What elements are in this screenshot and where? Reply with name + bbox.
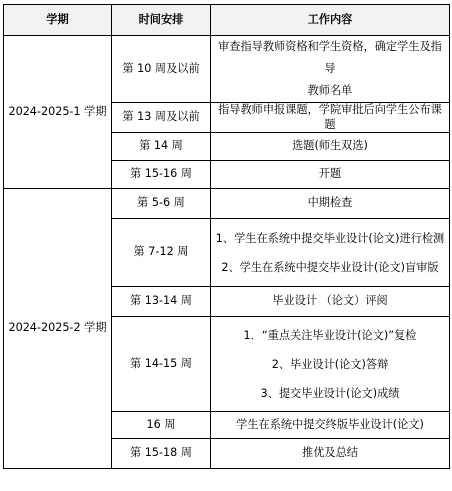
header-content: 工作内容 (211, 5, 450, 36)
time-cell: 第 14 周 (112, 133, 211, 161)
time-cell: 第 13-14 周 (112, 287, 211, 317)
semester-cell: 2024-2025-1 学期 (4, 36, 112, 189)
time-cell: 16 周 (112, 412, 211, 439)
header-row (4, 5, 450, 36)
content-cell: 学生在系统中提交终版毕业设计(论文) (211, 412, 450, 439)
content-cell: 指导教师申报课题，学院审批后向学生公布课题 (211, 103, 450, 133)
time-cell: 第 7-12 周 (112, 219, 211, 287)
content-cell: 中期检查 (211, 189, 450, 219)
content-line: 教师名单 (307, 84, 353, 97)
content-line: 3、提交毕业设计(论文)成绩 (260, 386, 400, 400)
time-cell: 第 5-6 周 (112, 189, 211, 219)
header-semester: 学期 (4, 5, 112, 36)
content-line: 1．“重点关注毕业设计(论文)”复检 (243, 328, 417, 342)
header-schedule: 时间安排 (112, 5, 211, 36)
time-cell: 第 14-15 周 (112, 317, 211, 412)
content-cell (211, 219, 450, 287)
table-row (4, 189, 450, 219)
time-cell: 第 15-18 周 (112, 439, 211, 469)
time-cell: 第 10 周及以前 (112, 36, 211, 103)
content-cell (211, 36, 450, 103)
content-line: 2、学生在系统中提交毕业设计(论文)盲审版 (221, 260, 439, 274)
content-cell (211, 317, 450, 412)
time-cell: 第 13 周及以前 (112, 103, 211, 133)
time-cell: 第 15-16 周 (112, 161, 211, 189)
content-line: 1、学生在系统中提交毕业设计(论文)进行检测 (215, 231, 445, 245)
content-cell: 选题(师生双选) (211, 133, 450, 161)
content-line: 审查指导教师资格和学生资格，确定学生及指导 (218, 40, 442, 75)
content-cell: 推优及总结 (211, 439, 450, 469)
table-row (4, 36, 450, 103)
schedule-table (3, 4, 450, 469)
content-line: 2、毕业设计(论文)答辩 (271, 357, 389, 371)
content-cell: 毕业设计 （论文）评阅 (211, 287, 450, 317)
semester-cell: 2024-2025-2 学期 (4, 189, 112, 469)
content-cell: 开题 (211, 161, 450, 189)
